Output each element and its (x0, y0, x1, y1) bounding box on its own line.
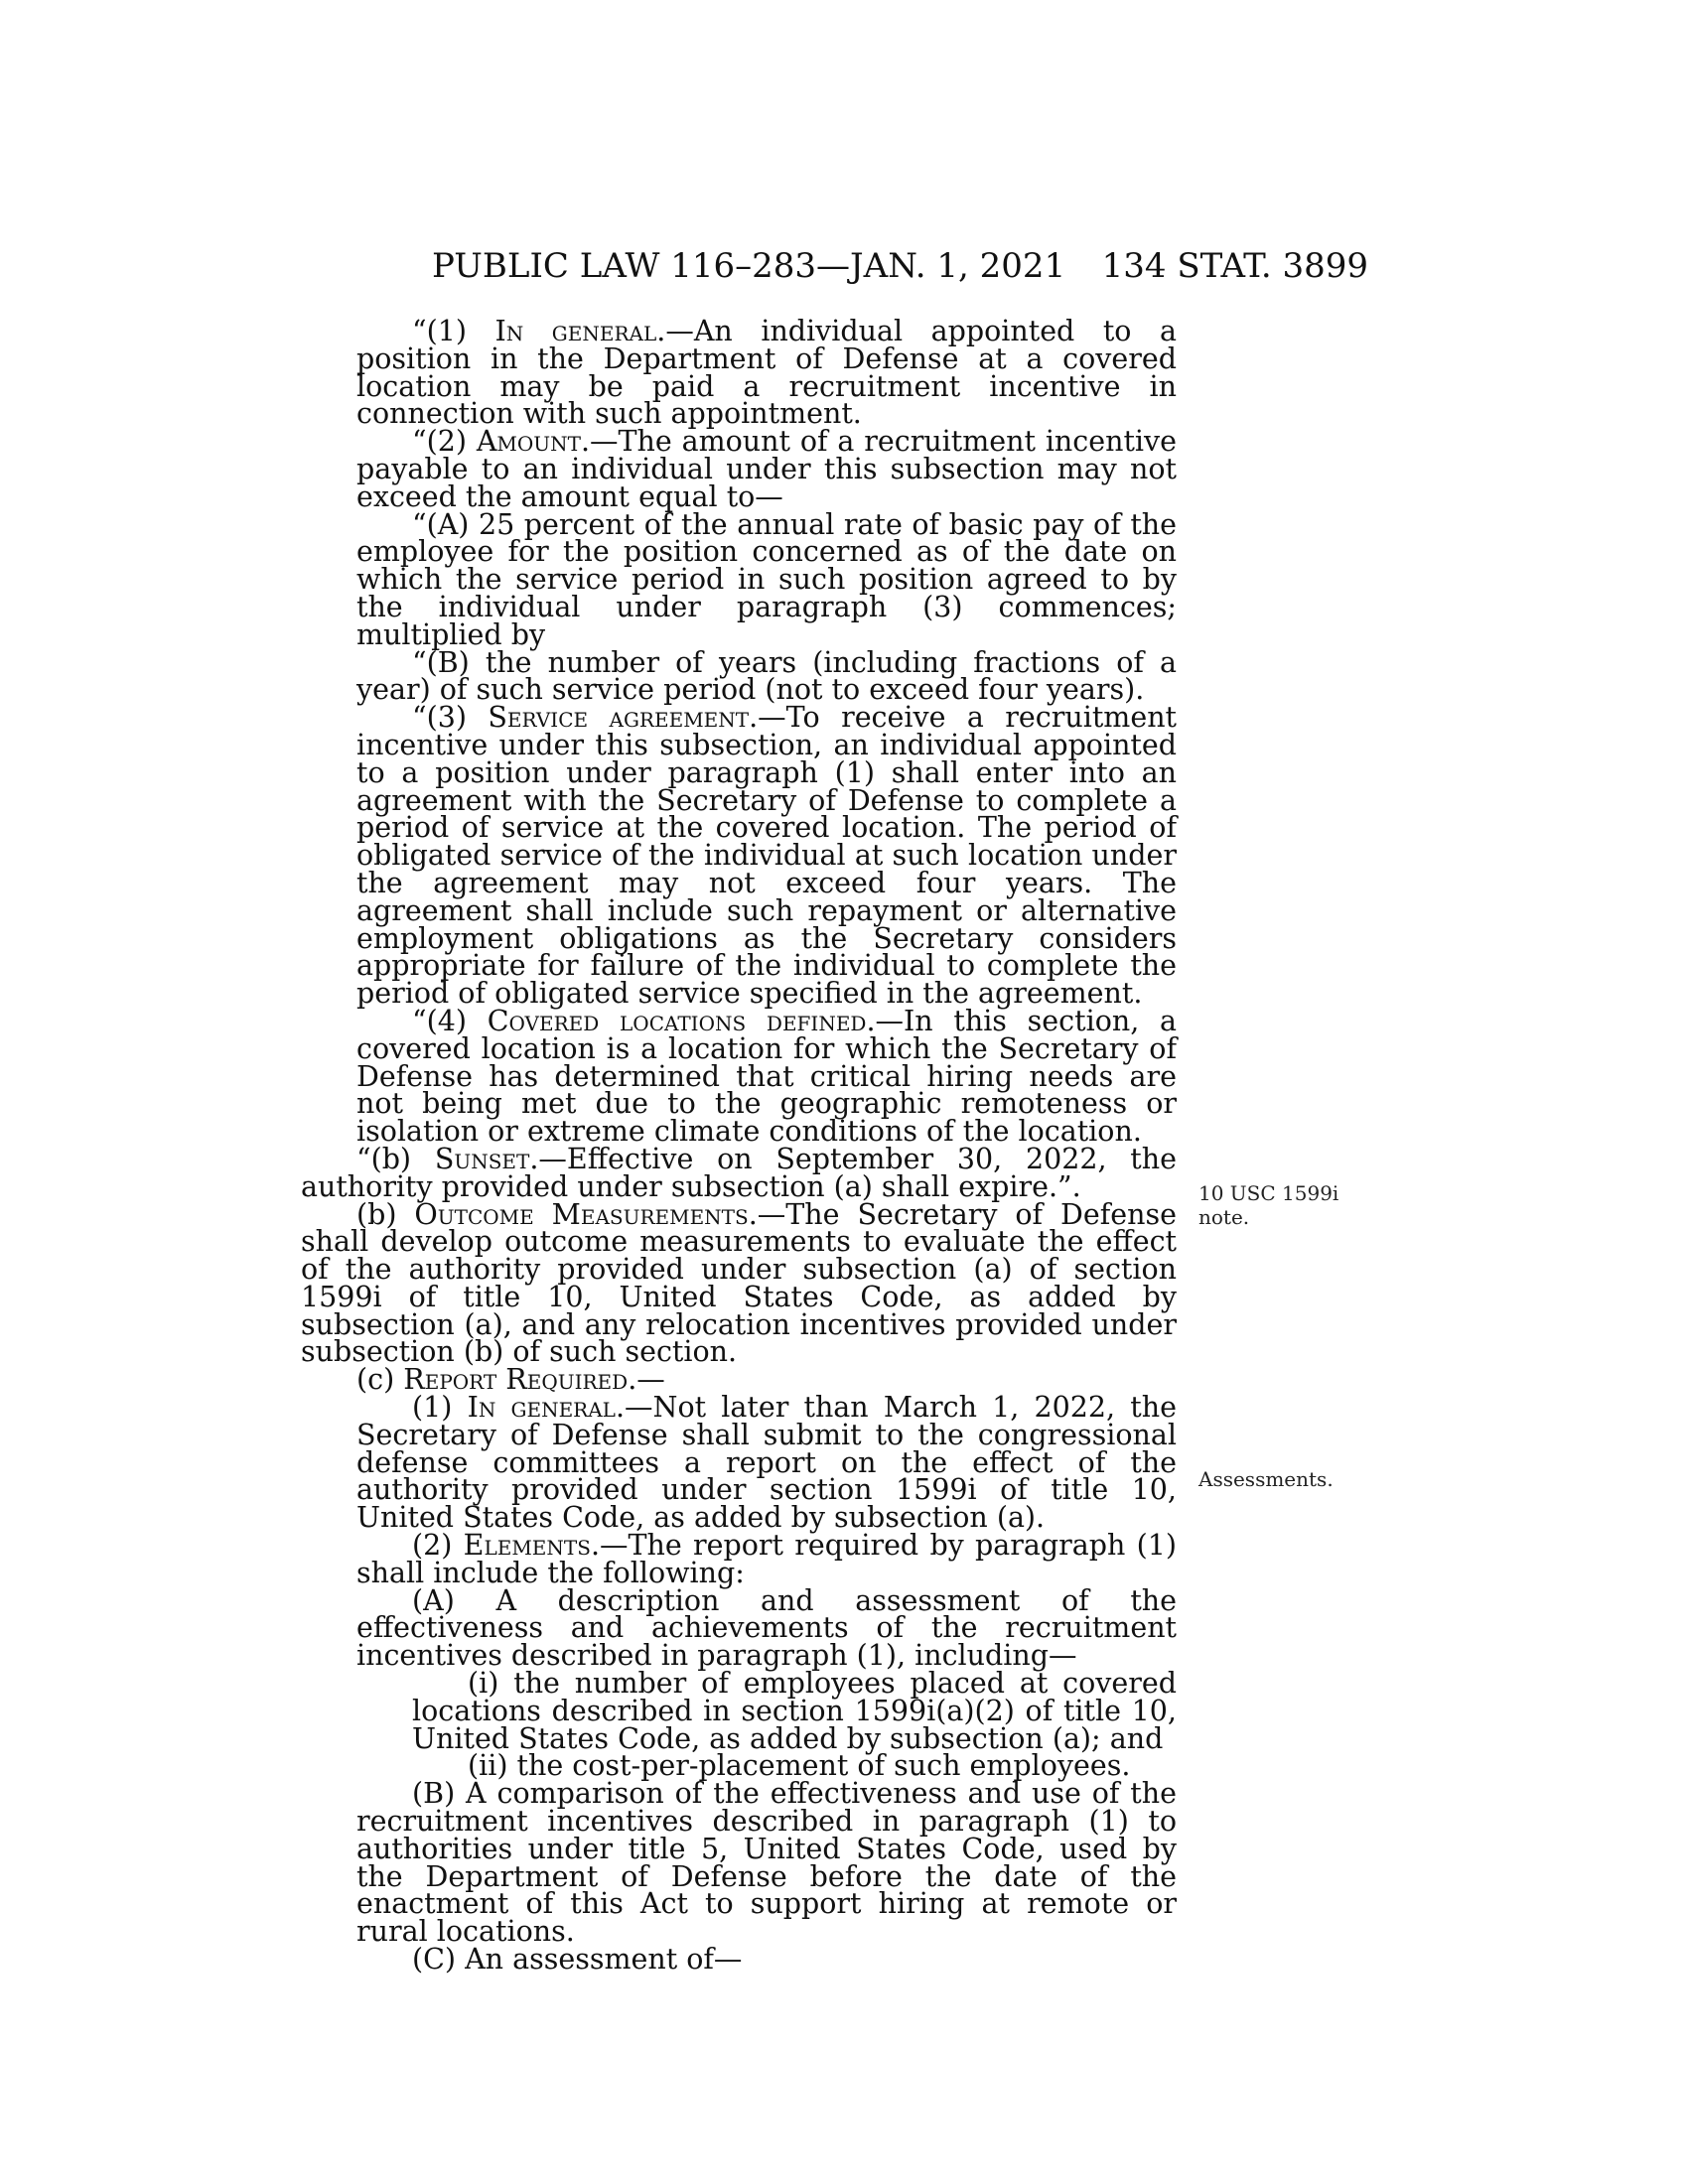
subsection-b-outcome-measurements: (b) Outcome Measurements.—The Secretary of Defense shall develop outcome measurements to evaluate the effect of the authority provided under subsection (a) of section 1599i of title 10, United States Code, as added by subsection (a), and any relocation incentives provided under subsection (b) of such section. (301, 1197, 1177, 1369)
running-header-law: PUBLIC LAW 116–283—JAN. 1, 2021 (432, 246, 1066, 286)
clause-i: (i) the number of employees placed at covered locations described in section 1599i(a)(2) of title 10, United States Code, as added by subsection (a); and (412, 1667, 1177, 1755)
paragraph-1-in-general: “(1) In general.—An individual appointed to a position in the Department of Defense at a covered location may be paid a recruitment incentive in connection with such appointment. (356, 315, 1178, 431)
subparagraph-a-percent: “(A) 25 percent of the annual rate of basic pay of the employee for the position concerned as of the date on which the service period in such position agreed to by the individual under paragraph (3) commences; multiplied by (356, 507, 1177, 651)
paragraph-4-covered-locations: “(4) Covered locations defined.—In this section, a covered location is a location for which the Secretary of Defense has determined that critical hiring needs are not being met due to the geographic remoteness or isolation or extreme climate conditions of the location. (356, 1004, 1177, 1149)
report-paragraph-2-elements: (2) Elements.—The report required by paragraph (1) shall include the following: (356, 1529, 1177, 1589)
margin-note-usc-citation (1198, 1181, 1338, 1229)
statute-text (301, 315, 1178, 1977)
report-paragraph-1-in-general: (1) In general.—Not later than March 1, 2022, the Secretary of Defense shall submit to the congressional defense committees a report on the effect of the authority provided under section 1599i of title 10, United States Code, as added by subsection (a). (356, 1391, 1177, 1535)
margin-note-assessments: Assessments. (1198, 1467, 1334, 1491)
margin-note-usc-line1: 10 USC 1599i (1198, 1181, 1339, 1205)
paragraph-2-amount: “(2) Amount.—The amount of a recruitment incentive payable to an individual under this subsection may not exceed the amount equal to— (356, 425, 1178, 513)
subsection-c-report-required: (c) Report Required.— (356, 1363, 665, 1397)
subparagraph-b-years: “(B) the number of years (including fractions of a year) of such service period (not to exceed four years). (356, 645, 1177, 707)
elements-subparagraph-c: (C) An assessment of— (412, 1943, 743, 1977)
margin-note-usc-line2: note. (1198, 1205, 1250, 1229)
paragraph-3-service-agreement: “(3) Service agreement.—To receive a recruitment incentive under this subsection, an individual appointed to a position under paragraph (1) shall enter into an agreement with the Secretary of Defense to complete a period of service at the covered location. The period of obligated service of the individual at such location under the agreement may not exceed four years. The agreement shall include such repayment or alternative employment obligations as the Secretary considers appropriate for failure of the individual to complete the period of obligated service specified in the agreement. (356, 701, 1178, 1011)
subsection-b-sunset: “(b) Sunset.—Effective on September 30, 2022, the authority provided under subsection (a) shall expire.”. (301, 1142, 1177, 1203)
running-header-stat: 134 STAT. 3899 (1101, 246, 1368, 286)
elements-subparagraph-a: (A) A description and assessment of the effectiveness and achievements of the recruitment incentives described in paragraph (1), including— (356, 1583, 1177, 1673)
elements-subparagraph-b: (B) A comparison of the effectiveness and use of the recruitment incentives described in paragraph (1) to authorities under title 5, United States Code, used by the Department of Defense before the date of the enactment of this Act to support hiring at remote or rural locations. (356, 1777, 1177, 1949)
clause-ii: (ii) the cost-per-placement of such employees. (468, 1749, 1131, 1783)
